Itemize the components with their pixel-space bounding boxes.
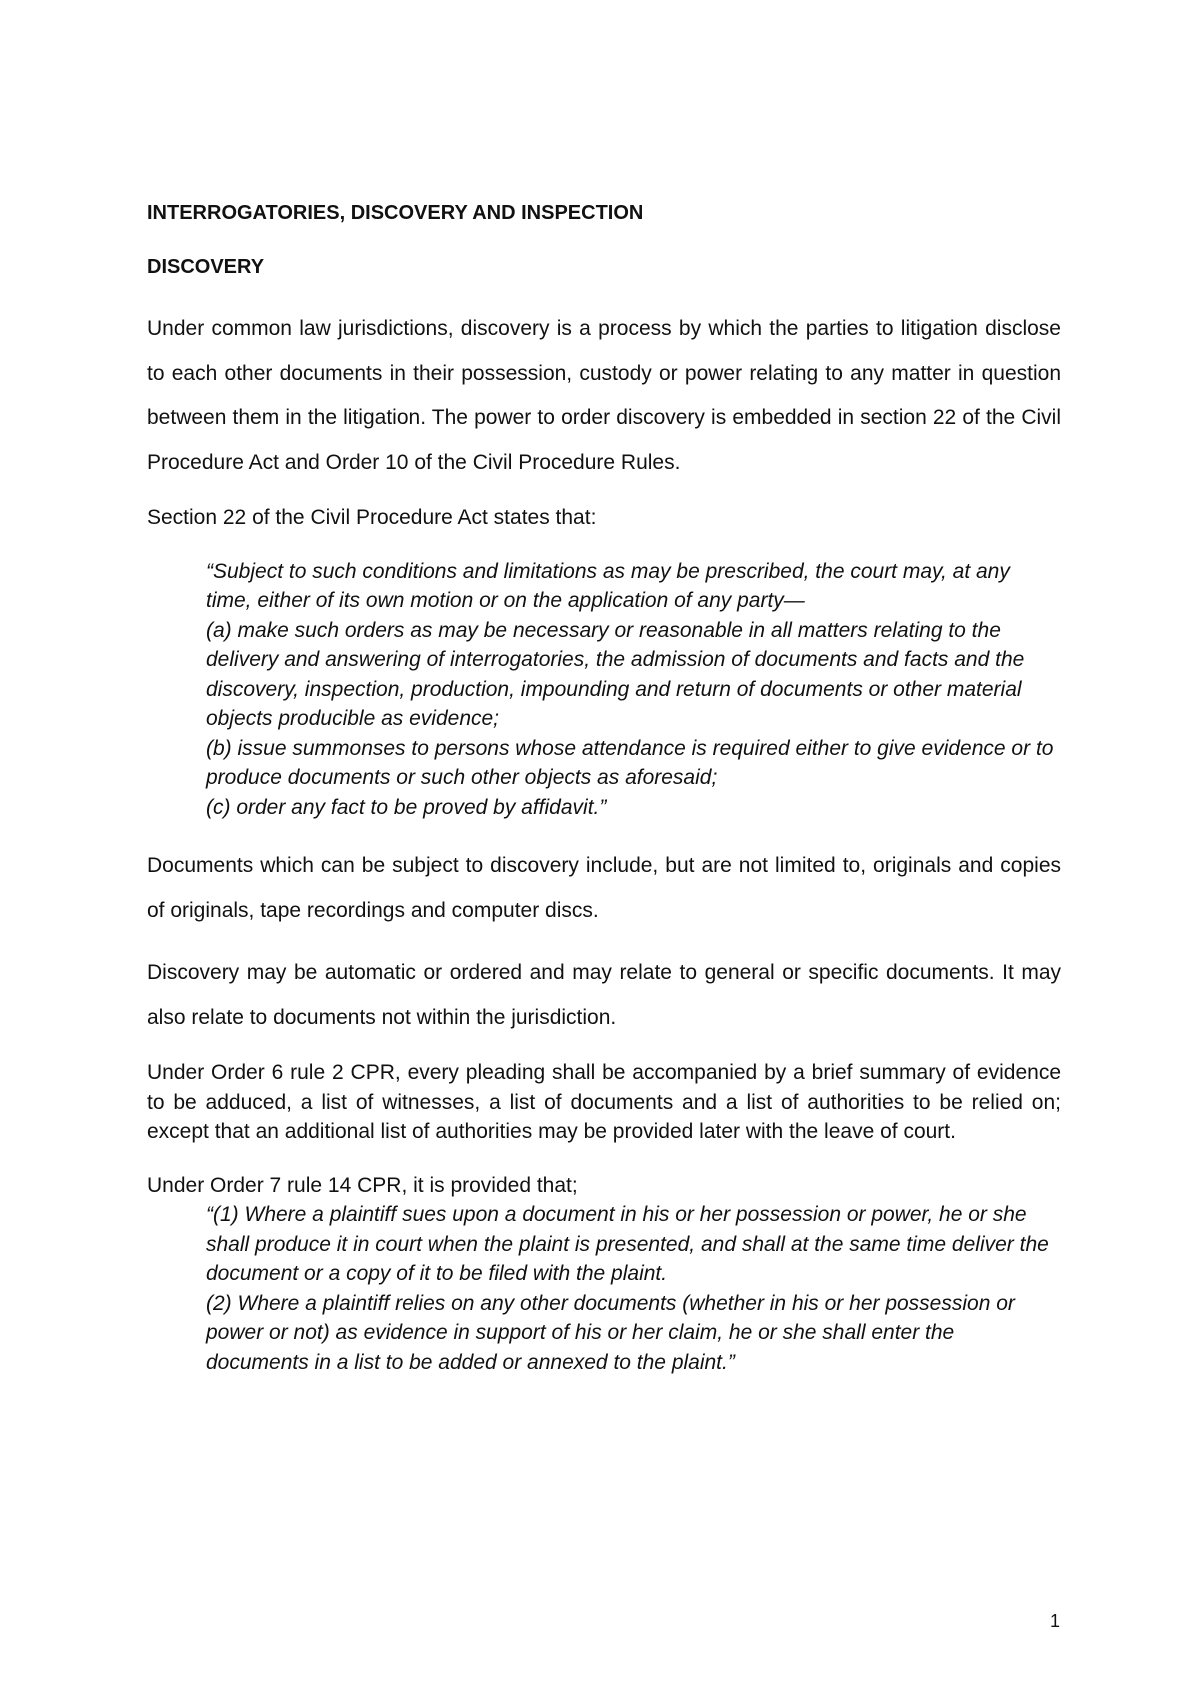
paragraph-section-22-intro: Section 22 of the Civil Procedure Act states that: (147, 506, 597, 529)
page-number: 1 (1049, 1611, 1060, 1631)
quote-intro: “Subject to such conditions and limitations as may be prescribed, the court may, at any time, either of its own motion or on the application of any party— (206, 559, 1010, 612)
paragraph-order-6-rule-2: Under Order 6 rule 2 CPR, every pleading shall be accompanied by a brief summary of evidence to be adduced, a list of witnesses, a list of documents and a list of authorities to be relied on; except that an additional list of authorities may be provided later with the leave of court. (147, 1061, 1061, 1143)
quote-item-c: (c) order any fact to be proved by affidavit.” (206, 795, 607, 819)
paragraph-discoverable-documents: Documents which can be subject to discovery include, but are not limited to, originals and copies of originals, tape recordings and computer discs. (147, 854, 1061, 922)
section-heading: DISCOVERY (147, 256, 265, 278)
block-quote-section-22 (206, 557, 1061, 823)
block-quote-order-7-rule-14 (206, 1200, 1061, 1377)
quote-item-b: (b) issue summonses to persons whose attendance is required either to give evidence or to produce documents or such other objects as aforesaid; (206, 736, 1054, 789)
document-title: INTERROGATORIES, DISCOVERY AND INSPECTION (147, 202, 644, 224)
document-body (147, 199, 1061, 1377)
paragraph-order-7-rule-14-intro: Under Order 7 rule 14 CPR, it is provided that; (147, 1173, 578, 1197)
paragraph-discovery-types: Discovery may be automatic or ordered and may relate to general or specific documents. It may also relate to documents not within the jurisdiction. (147, 961, 1061, 1029)
quote-item-1: “(1) Where a plaintiff sues upon a document in his or her possession or power, he or she shall produce it in court when the plaint is presented, and shall at the same time deliver the document or a copy of it to be filed with the plaint. (206, 1203, 1049, 1285)
paragraph-discovery-definition: Under common law jurisdictions, discovery is a process by which the parties to litigation disclose to each other documents in their possession, custody or power relating to any matter in question between them in the litigation. The power to order discovery is embedded in section 22 of the Civil Procedure Act and Order 10 of the Civil Procedure Rules. (147, 317, 1061, 474)
quote-item-a: (a) make such orders as may be necessary or reasonable in all matters relating to the delivery and answering of interrogatories, the admission of documents and facts and the discovery, inspection, production, impounding and return of documents or other material objects producible as evidence; (206, 618, 1025, 730)
quote-item-2: (2) Where a plaintiff relies on any other documents (whether in his or her possession or power or not) as evidence in support of his or her claim, he or she shall enter the documents in a list to be added or annexed to the plaint.” (206, 1291, 1015, 1374)
